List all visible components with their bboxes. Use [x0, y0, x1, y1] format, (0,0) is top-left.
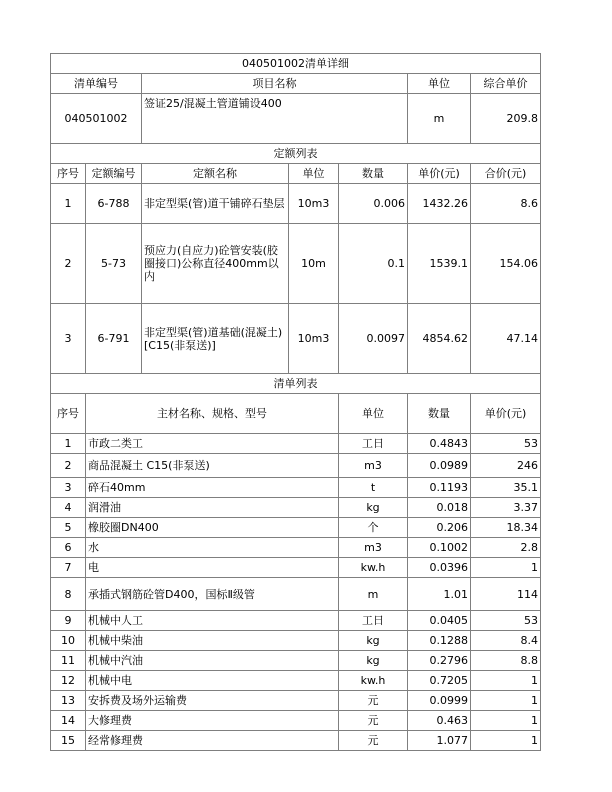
material-name: 市政二类工: [86, 434, 339, 454]
material-price: 18.34: [471, 518, 541, 538]
material-price: 246: [471, 454, 541, 478]
bill-detail-table: [50, 53, 541, 751]
header-item-price: 综合单价: [471, 74, 541, 94]
materials-list: [51, 434, 541, 751]
material-row: [51, 731, 541, 751]
material-price: 8.4: [471, 631, 541, 651]
material-price: 1: [471, 731, 541, 751]
material-name: 碎石40mm: [86, 478, 339, 498]
material-no: 12: [51, 671, 86, 691]
material-unit: 元: [339, 711, 408, 731]
page-title: 040501002清单详细: [51, 54, 541, 74]
quota-row: [51, 224, 541, 304]
material-price: 2.8: [471, 538, 541, 558]
quota-qty: 0.1: [339, 224, 408, 304]
materials-header-price: 单价(元): [471, 394, 541, 434]
material-qty: 0.4843: [408, 434, 471, 454]
material-no: 3: [51, 478, 86, 498]
material-row: [51, 454, 541, 478]
material-unit: 个: [339, 518, 408, 538]
material-qty: 1.01: [408, 578, 471, 611]
quota-name: 非定型渠(管)道干铺碎石垫层: [142, 184, 289, 224]
material-qty: 0.206: [408, 518, 471, 538]
material-row: [51, 478, 541, 498]
quota-section-row: [51, 144, 541, 164]
quota-no: 1: [51, 184, 86, 224]
material-no: 1: [51, 434, 86, 454]
quota-header-name: 定额名称: [142, 164, 289, 184]
material-price: 1: [471, 691, 541, 711]
material-row: [51, 611, 541, 631]
material-name: 机械中柴油: [86, 631, 339, 651]
material-qty: 1.077: [408, 731, 471, 751]
material-row: [51, 558, 541, 578]
material-price: 8.8: [471, 651, 541, 671]
material-unit: kw.h: [339, 558, 408, 578]
material-row: [51, 578, 541, 611]
material-qty: 0.0999: [408, 691, 471, 711]
material-price: 1: [471, 671, 541, 691]
material-name: 大修理费: [86, 711, 339, 731]
material-row: [51, 538, 541, 558]
materials-section-title: 清单列表: [51, 374, 541, 394]
quota-price: 4854.62: [408, 304, 471, 374]
quota-code: 5-73: [86, 224, 142, 304]
quota-header-unit: 单位: [289, 164, 339, 184]
material-name: 润滑油: [86, 498, 339, 518]
quota-total: 8.6: [471, 184, 541, 224]
quota-header-total: 合价(元): [471, 164, 541, 184]
quota-no: 2: [51, 224, 86, 304]
material-row: [51, 711, 541, 731]
material-qty: 0.1288: [408, 631, 471, 651]
quota-name: 预应力(自应力)砼管安装(胶圈接口)公称直径400mm以内: [142, 224, 289, 304]
material-no: 13: [51, 691, 86, 711]
item-header-row: [51, 74, 541, 94]
material-unit: kg: [339, 651, 408, 671]
material-unit: kg: [339, 631, 408, 651]
material-unit: 元: [339, 731, 408, 751]
materials-section-row: [51, 374, 541, 394]
item-row: [51, 94, 541, 144]
item-price: 209.8: [471, 94, 541, 144]
material-qty: 0.1193: [408, 478, 471, 498]
material-unit: m3: [339, 454, 408, 478]
material-row: [51, 498, 541, 518]
quota-unit: 10m: [289, 224, 339, 304]
material-unit: 工日: [339, 434, 408, 454]
quota-code: 6-791: [86, 304, 142, 374]
material-no: 7: [51, 558, 86, 578]
material-name: 电: [86, 558, 339, 578]
material-price: 53: [471, 611, 541, 631]
material-no: 6: [51, 538, 86, 558]
material-row: [51, 651, 541, 671]
quota-no: 3: [51, 304, 86, 374]
material-name: 机械中人工: [86, 611, 339, 631]
material-qty: 0.0396: [408, 558, 471, 578]
material-price: 53: [471, 434, 541, 454]
material-no: 4: [51, 498, 86, 518]
material-unit: m3: [339, 538, 408, 558]
material-name: 经常修理费: [86, 731, 339, 751]
material-name: 水: [86, 538, 339, 558]
material-unit: kw.h: [339, 671, 408, 691]
material-unit: 工日: [339, 611, 408, 631]
material-price: 3.37: [471, 498, 541, 518]
quota-header-price: 单价(元): [408, 164, 471, 184]
item-name: 签证25/混凝土管道铺设400: [142, 94, 408, 144]
material-row: [51, 631, 541, 651]
title-row: [51, 54, 541, 74]
material-no: 9: [51, 611, 86, 631]
material-row: [51, 671, 541, 691]
material-name: 承插式钢筋砼管D400，国标Ⅱ级管: [86, 578, 339, 611]
quota-header-no: 序号: [51, 164, 86, 184]
item-unit: m: [408, 94, 471, 144]
material-price: 35.1: [471, 478, 541, 498]
material-name: 橡胶圈DN400: [86, 518, 339, 538]
material-unit: m: [339, 578, 408, 611]
materials-header-qty: 数量: [408, 394, 471, 434]
material-unit: kg: [339, 498, 408, 518]
material-unit: 元: [339, 691, 408, 711]
material-no: 8: [51, 578, 86, 611]
quota-row: [51, 304, 541, 374]
quota-qty: 0.006: [339, 184, 408, 224]
quota-row: [51, 184, 541, 224]
material-qty: 0.0989: [408, 454, 471, 478]
quota-price: 1539.1: [408, 224, 471, 304]
quota-qty: 0.0097: [339, 304, 408, 374]
quota-unit: 10m3: [289, 184, 339, 224]
materials-header-row: [51, 394, 541, 434]
quota-section-title: 定额列表: [51, 144, 541, 164]
material-no: 15: [51, 731, 86, 751]
quota-header-code: 定额编号: [86, 164, 142, 184]
material-qty: 0.7205: [408, 671, 471, 691]
material-no: 11: [51, 651, 86, 671]
material-name: 安拆费及场外运输费: [86, 691, 339, 711]
material-price: 1: [471, 558, 541, 578]
material-no: 5: [51, 518, 86, 538]
quota-header-qty: 数量: [339, 164, 408, 184]
material-qty: 0.1002: [408, 538, 471, 558]
header-item-unit: 单位: [408, 74, 471, 94]
materials-header-unit: 单位: [339, 394, 408, 434]
material-unit: t: [339, 478, 408, 498]
quota-header-row: [51, 164, 541, 184]
quota-total: 47.14: [471, 304, 541, 374]
material-qty: 0.2796: [408, 651, 471, 671]
materials-header-no: 序号: [51, 394, 86, 434]
material-name: 商品混凝土 C15(非泵送): [86, 454, 339, 478]
material-no: 2: [51, 454, 86, 478]
material-name: 机械中电: [86, 671, 339, 691]
material-qty: 0.463: [408, 711, 471, 731]
quota-total: 154.06: [471, 224, 541, 304]
materials-header-name: 主材名称、规格、型号: [86, 394, 339, 434]
quota-name: 非定型渠(管)道基础(混凝土)[C15(非泵送)]: [142, 304, 289, 374]
material-no: 14: [51, 711, 86, 731]
material-price: 114: [471, 578, 541, 611]
material-name: 机械中汽油: [86, 651, 339, 671]
material-row: [51, 434, 541, 454]
quota-code: 6-788: [86, 184, 142, 224]
item-code: 040501002: [51, 94, 142, 144]
quota-price: 1432.26: [408, 184, 471, 224]
material-price: 1: [471, 711, 541, 731]
material-row: [51, 691, 541, 711]
material-row: [51, 518, 541, 538]
header-item-name: 项目名称: [142, 74, 408, 94]
header-item-code: 清单编号: [51, 74, 142, 94]
material-qty: 0.0405: [408, 611, 471, 631]
material-no: 10: [51, 631, 86, 651]
material-qty: 0.018: [408, 498, 471, 518]
quota-unit: 10m3: [289, 304, 339, 374]
